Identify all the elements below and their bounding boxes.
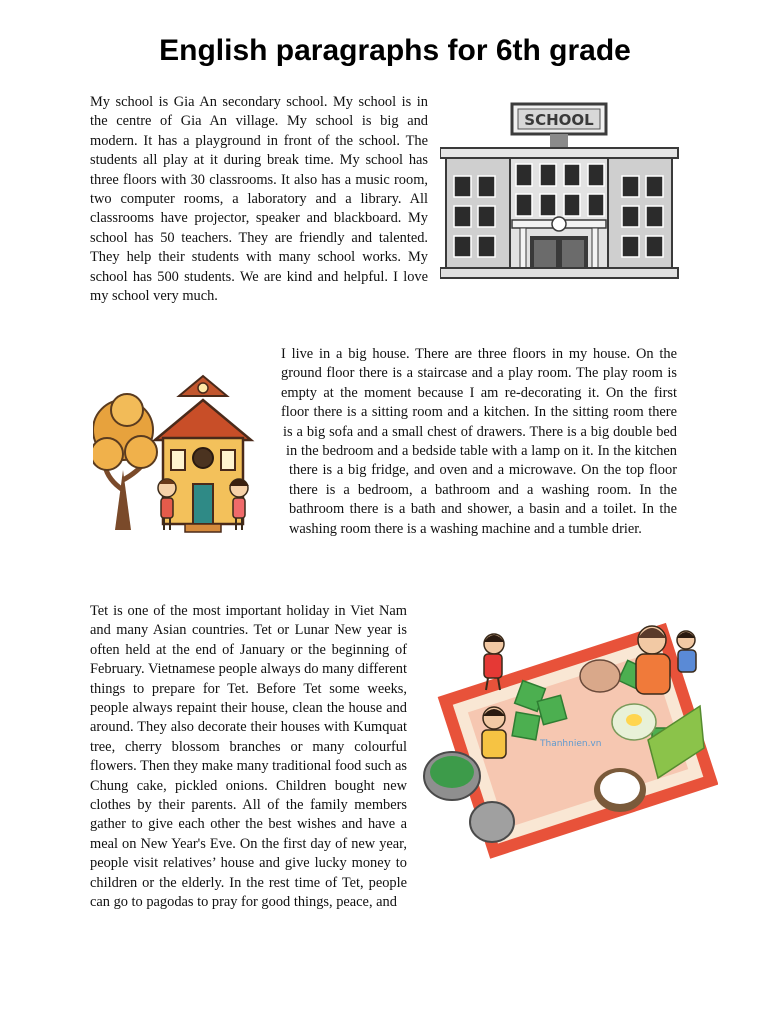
house-with-tree-illustration (93, 370, 261, 536)
school-sign-text: SCHOOL (524, 111, 594, 129)
page-title: English paragraphs for 6th grade (159, 34, 631, 67)
image-watermark: Thanhnien.vn (540, 739, 602, 749)
school-building-illustration (440, 102, 680, 280)
paragraph-house-text: I live in a big house. There are three floors in my house. On the ground floor there is a staircase and a play room. The play room is empty at the moment because I am re-decorating it. On the first floor there is a sitting room and a kitchen. In the sitting room there is a big sofa and a small chest of drawers. There is a big double bed in the bedroom and a bedside table with a lamp on it. In the kitchen there is a big fridge, and oven and a microwave. On the top floor there is a bedroom, a bathroom and a washing room. In the bathroom there is a bath and shower, a basin and a toilet. In the washing room there is a washing machine and a tumble drier. (281, 346, 677, 537)
tet-family-cooking-illustration (422, 618, 718, 866)
paragraph-school: My school is Gia An secondary school. My school is in the centre of Gia An village. My school is big and modern. It has a playground in front of the school. The students all play at it during break time. My school has three floors with 30 classrooms. It also has a music room, two computer rooms, a laboratory and a library. All classrooms have projector, speaker and blackboard. My school has 50 teachers. They are friendly and talented. They help their students with many school works. My school has 500 students. We are kind and helpful. I love my school very much. (90, 94, 428, 305)
paragraph-tet-text: Tet is one of the most important holiday in Viet Nam and many Asian countries. Tet or Lunar New year is often held at the end of January or the beginning of February. Vietnamese people always do many different things to prepare for Tet. Before Tet some weeks, people always repaint their house, clean the house and around. They also decorate their houses with Kumquat tree, cherry blossom branches or many colourful flowers. Then they make many traditional food such as Chung cake, pickled onions. Children bought new clothes by their parents. All of the family members gather to give each other the best wishes and have a meal on New Year's Eve. On the first day of new year, people visit relatives’ house and give lucky money to children or the elderly. In the rest time of Tet, people can go to pagodas to pray for good things, peace, and (90, 603, 407, 911)
